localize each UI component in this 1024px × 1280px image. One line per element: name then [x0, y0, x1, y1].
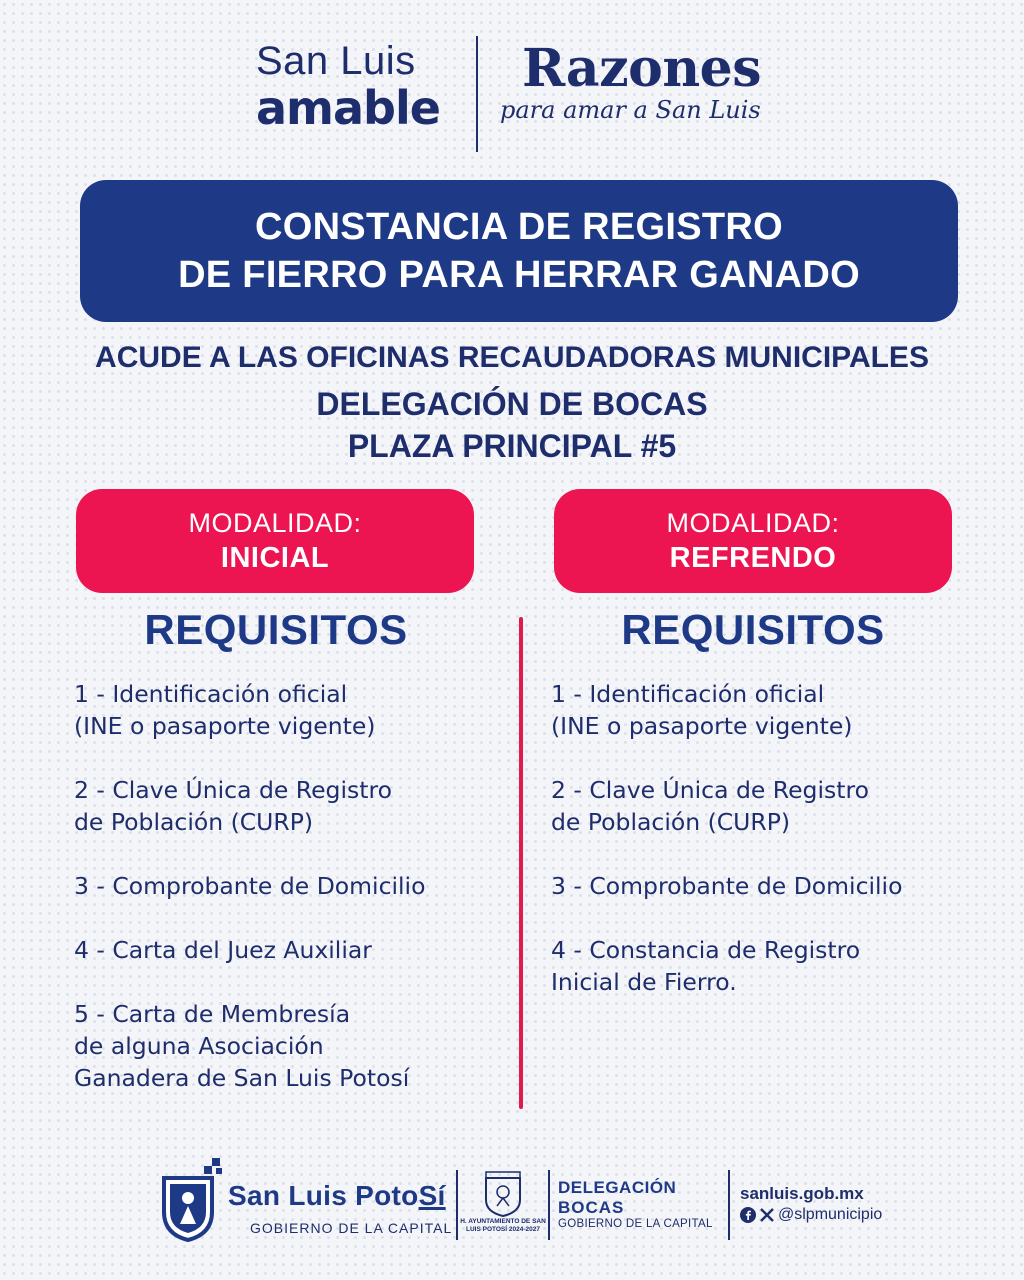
requirement-item: 1 - Identificación oficial (INE o pasaporte vigente)	[74, 680, 376, 740]
requirement-item: 1 - Identificación oficial (INE o pasaporte vigente)	[551, 680, 853, 740]
footer-divider	[728, 1170, 730, 1240]
title-banner	[80, 180, 958, 322]
wordmark-part-a: San Luis Poto	[228, 1180, 419, 1211]
website-link[interactable]: sanluis.gob.mx	[740, 1184, 864, 1203]
delegacion-line1: DELEGACIÓN	[558, 1178, 677, 1197]
requirement-item: 4 - Constancia de Registro Inicial de Fierro.	[551, 936, 861, 996]
modality-label: MODALIDAD:	[188, 508, 362, 538]
san-luis-potosi-shield-icon	[160, 1172, 216, 1242]
modality-inicial-badge	[76, 489, 474, 593]
title-line2: DE FIERRO PARA HERRAR GANADO	[178, 254, 860, 296]
x-icon	[759, 1207, 775, 1223]
location-instruction: ACUDE A LAS OFICINAS RECAUDADORAS MUNICIPALES	[95, 341, 929, 374]
social-handle-row[interactable]	[740, 1206, 882, 1224]
requirement-item: 4 - Carta del Juez Auxiliar	[74, 936, 372, 964]
delegacion-line2: BOCAS	[558, 1198, 625, 1217]
title-line1: CONSTANCIA DE REGISTRO	[254, 206, 784, 248]
requirements-list-refrendo	[551, 678, 981, 1030]
social-handle: @slpmunicipio	[778, 1206, 883, 1223]
modality-value: INICIAL	[220, 542, 330, 574]
requirement-item: 3 - Comprobante de Domicilio	[551, 872, 903, 900]
requirement-item: 2 - Clave Única de Registro de Población (CURP)	[551, 776, 869, 836]
brand-right-line1: Razones	[522, 38, 761, 99]
modality-label: MODALIDAD:	[666, 508, 840, 538]
brand-left-line2: amable	[256, 81, 440, 135]
location-office: DELEGACIÓN DE BOCAS	[316, 386, 708, 422]
requirements-list-inicial	[74, 678, 504, 1126]
requirements-heading-inicial: REQUISITOS	[144, 606, 408, 653]
modality-value: REFRENDO	[669, 542, 837, 574]
location-address: PLAZA PRINCIPAL #5	[347, 428, 677, 464]
requirements-heading-refrendo: REQUISITOS	[621, 606, 885, 653]
requirement-item: 3 - Comprobante de Domicilio	[74, 872, 426, 900]
facebook-icon	[740, 1207, 756, 1223]
delegacion-line3: GOBIERNO DE LA CAPITAL	[558, 1218, 713, 1230]
brand-right-line2: para amar a San Luis	[500, 96, 761, 124]
header-divider	[476, 36, 478, 152]
footer-divider	[456, 1170, 458, 1240]
brand-left-line1: San Luis	[256, 39, 416, 83]
ayuntamiento-emblem-icon	[482, 1170, 524, 1218]
razones-logo	[500, 38, 761, 124]
requirement-item: 5 - Carta de Membresía de alguna Asociación Ganadera de San Luis Potosí	[74, 1000, 410, 1092]
wordmark-part-b: Sí	[418, 1180, 446, 1211]
gobierno-capital-subtitle: GOBIERNO DE LA CAPITAL	[250, 1220, 453, 1236]
san-luis-amable-logo	[256, 40, 466, 134]
modality-refrendo-badge	[554, 489, 952, 593]
ayuntamiento-caption: H. AYUNTAMIENTO DE SAN LUIS POTOSÍ 2024-2027	[460, 1218, 546, 1233]
footer	[160, 1162, 900, 1248]
footer-divider	[548, 1170, 550, 1240]
column-divider	[519, 617, 523, 1109]
requirement-item: 2 - Clave Única de Registro de Población (CURP)	[74, 776, 392, 836]
san-luis-potosi-wordmark	[228, 1180, 446, 1212]
